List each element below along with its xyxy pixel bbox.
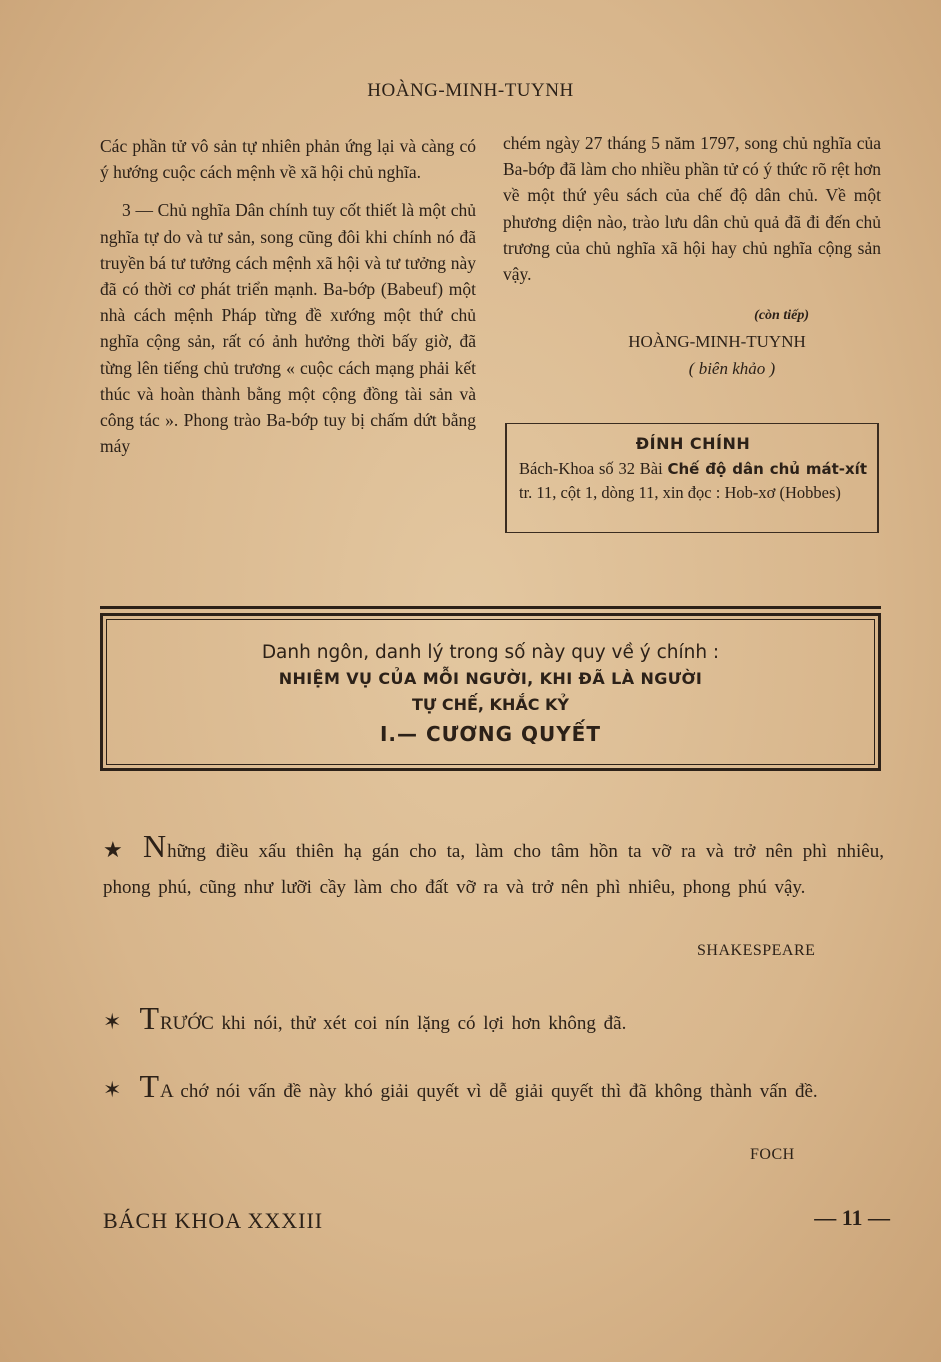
right-column: [503, 130, 881, 382]
quote-2: [103, 1000, 884, 1042]
star-icon: ★: [103, 838, 125, 863]
maxim-heading: I.— CƯƠNG QUYẾT: [379, 722, 601, 746]
erratum-body: [519, 457, 867, 504]
quote-3-attribution: FOCH: [750, 1146, 795, 1163]
article-author: HOÀNG-MINH-TUYNH: [628, 332, 806, 352]
star-icon: ✶: [103, 1078, 122, 1103]
divider-rule: [100, 606, 881, 609]
erratum-text-before: Bách-Khoa số 32 Bài: [519, 459, 668, 478]
left-paragraph-2: 3 — Chủ nghĩa Dân chính tuy cốt thiết là một chủ nghĩa tự do và tư sản, song cũng đôi khi chính nó đã truyền bá tư tưởng cách mệnh xã hội và tư tưởng này đã có thời cơ phát triển mạnh. Ba-bớp (Babeuf) một nhà cách mệnh Pháp từng đề xướng một thứ chủ nghĩa cộng sản, rất có ảnh hưởng thời bấy giờ, đã từng lên tiếng chủ trương « cuộc cách mạng phải kết thúc và hoàn thành bằng một cộng đồng tài sản và công tác ». Phong trào Ba-bớp tuy bị chấm dứt bằng máy: [100, 200, 476, 457]
quote-2-text: RƯỚC khi nói, thử xét coi nín lặng có lợi hơn không đã.: [159, 1013, 627, 1034]
maxim-subtheme: TỰ CHẾ, KHẮC KỶ: [411, 695, 570, 714]
article-genre: ( biên khảo ): [688, 358, 776, 378]
quote-1: [103, 828, 884, 906]
star-icon: ✶: [103, 1010, 122, 1035]
erratum-title: ĐÍNH CHÍNH: [635, 434, 751, 453]
maxim-intro: Danh ngôn, danh lý trong số này quy về ý chính :: [261, 642, 720, 663]
quote-1-dropcap: N: [142, 828, 168, 864]
quote-3-dropcap: T: [139, 1068, 160, 1104]
quote-1-text: hững điều xấu thiên hạ gán cho ta, làm cho tâm hồn ta vỡ ra và trở nên phì nhiêu, phong phú, cũng như lưỡi cầy làm cho đất vỡ ra và trở nên phì nhiêu, phong phú vậy.: [103, 841, 884, 898]
quote-3: [103, 1068, 884, 1110]
continued-note: (còn tiếp): [754, 308, 809, 324]
quote-2-dropcap: T: [139, 1000, 160, 1036]
maxim-theme: NHIỆM VỤ CỦA MỖI NGƯỜI, KHI ĐÃ LÀ NGƯỜI: [278, 669, 703, 688]
running-head: HOÀNG-MINH-TUYNH: [367, 80, 574, 101]
erratum-text-after: tr. 11, cột 1, dòng 11, xin đọc : Hob-xơ (Hobbes): [519, 483, 841, 502]
right-paragraph-1: chém ngày 27 tháng 5 năm 1797, song chủ nghĩa của Ba-bớp đã làm cho nhiều phần tử có ý thức rõ rệt hơn về một thứ yêu sách của chế độ dân chủ. Về một phương diện nào, trào lưu dân chủ quả đã đi đến chủ trương của chủ nghĩa xã hội hay chủ nghĩa cộng sản vậy.: [503, 133, 881, 285]
left-column: [100, 133, 476, 459]
quote-1-attribution: SHAKESPEARE: [697, 942, 816, 959]
left-paragraph-1: Các phần tử vô sản tự nhiên phản ứng lại và càng có ý hướng cuộc cách mệnh về xã hội chủ nghĩa.: [100, 136, 476, 183]
maxim-box: [100, 613, 881, 771]
erratum-box: [505, 423, 879, 533]
magazine-footer: BÁCH KHOA XXXIII: [103, 1208, 324, 1233]
erratum-article: Chế độ dân chủ mát-xít: [667, 460, 867, 478]
quote-3-text: A chớ nói vấn đề này khó giải quyết vì dễ giải quyết thì đã không thành vấn đề.: [159, 1081, 818, 1102]
page-number: — 11 —: [814, 1205, 890, 1230]
